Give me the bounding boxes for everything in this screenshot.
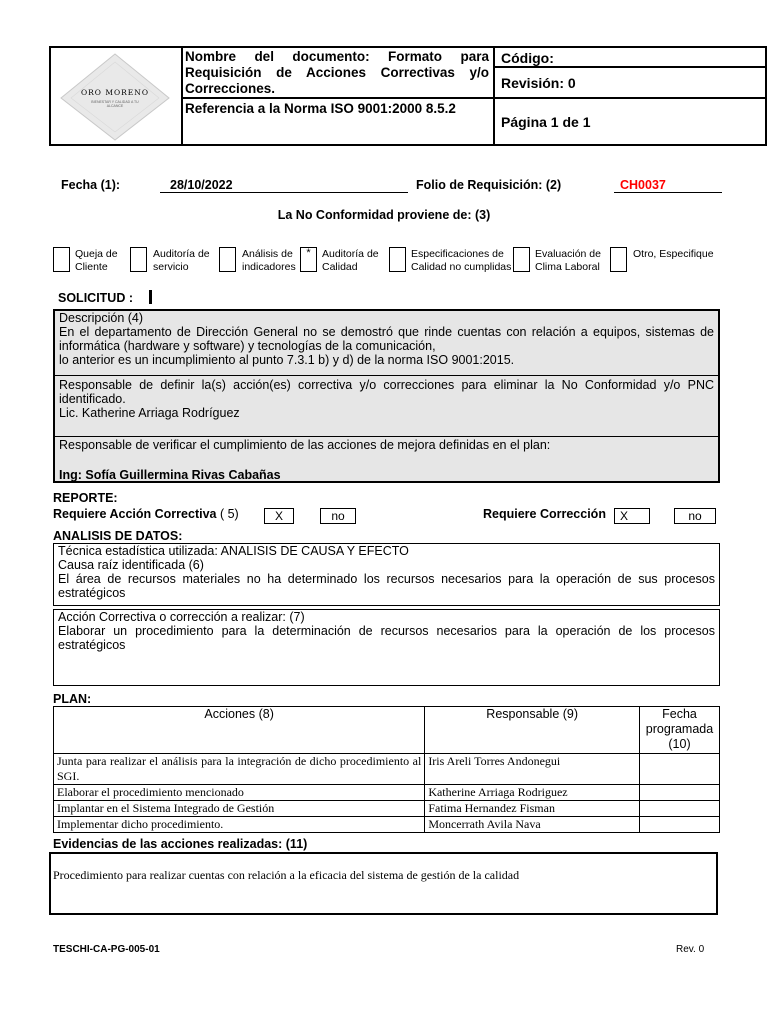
plan-header-responsable: Responsable (9): [425, 707, 640, 754]
table-row: [54, 817, 720, 833]
text-cursor: [149, 290, 152, 304]
plan-accion: Elaborar el procedimiento mencionado: [54, 785, 425, 801]
descripcion-section: [55, 311, 718, 367]
plan-fecha[interactable]: [640, 754, 720, 785]
origin-label: Auditoría de servicio: [153, 248, 210, 273]
analisis-box: [53, 543, 720, 606]
checkbox-auditoria-calidad[interactable]: *: [300, 247, 317, 272]
origin-title: La No Conformidad proviene de: (3): [277, 208, 491, 222]
document-name-line: Requisición de Acciones Correctivas y/o: [185, 65, 489, 80]
evidencias-text: Procedimiento para realizar cuentas con relación a la eficacia del sistema de gestión de la calidad: [53, 868, 520, 882]
fecha-value: 28/10/2022: [160, 178, 408, 193]
solicitud-title: SOLICITUD :: [58, 291, 133, 305]
origin-label: Auditoría de Calidad: [322, 248, 379, 273]
plan-responsable: Katherine Arriaga Rodriguez: [425, 785, 640, 801]
checkbox-queja[interactable]: [53, 247, 70, 272]
accion-line: Elaborar un procedimiento para la determinación de recursos necesarios para la operación de los procesos: [58, 624, 715, 638]
responsable-verificar-label: Responsable de verificar el cumplimiento de las acciones de mejora definidas en el plan:: [59, 438, 551, 452]
plan-fecha[interactable]: [640, 817, 720, 833]
origin-label: Otro, Especifique: [633, 248, 714, 260]
code-label: Código:: [495, 48, 765, 68]
checkbox-auditoria-servicio[interactable]: [130, 247, 147, 272]
descripcion-label: Descripción (4): [59, 311, 144, 325]
responsable-definir-line: Responsable de definir la(s) acción(es) correctiva y/o correcciones para eliminar la No Conformidad y/o PNC: [59, 378, 714, 392]
correccion-yes-box[interactable]: X: [614, 508, 650, 524]
responsable-verificar-name: Ing: Sofía Guillermina Rivas Cabañas: [59, 468, 281, 482]
plan-header-row: [54, 707, 720, 754]
accion-correctiva-no-box[interactable]: no: [320, 508, 356, 524]
plan-fecha[interactable]: [640, 785, 720, 801]
table-row: [54, 801, 720, 817]
plan-responsable: Moncerrath Avila Nava: [425, 817, 640, 833]
origin-label: Especificaciones de Calidad no cumplidas: [411, 248, 512, 273]
descripcion-line: lo anterior es un incumplimiento al punto 7.3.1 b) y d) de la norma ISO 9001:2015.: [59, 353, 515, 367]
causa-label: Causa raíz identificada (6): [58, 558, 204, 572]
responsable-definir-line: identificado.: [59, 392, 126, 406]
accion-correctiva-row: [53, 507, 239, 521]
logo-cell: [51, 48, 183, 144]
accion-correctiva-yes-box[interactable]: X: [264, 508, 294, 524]
descripcion-line: informática (hardware y software) y tecnologías de la comunicación,: [59, 339, 436, 353]
origin-label: Evaluación de Clima Laboral: [535, 248, 601, 273]
plan-responsable: Iris Areli Torres Andonegui: [425, 754, 640, 785]
revision-label: Revisión: 0: [495, 68, 765, 99]
accion-line: estratégicos: [58, 638, 126, 652]
document-name-cell: [181, 48, 495, 99]
fecha-label: Fecha (1):: [61, 178, 121, 192]
table-row: [54, 754, 720, 785]
evidencias-box: [49, 852, 718, 915]
plan-table: [53, 706, 720, 833]
footer-code: TESCHI-CA-PG-005-01: [53, 944, 160, 955]
responsable-verificar-section: [55, 438, 718, 482]
norm-reference: Referencia a la Norma ISO 9001:2000 8.5.2: [181, 99, 495, 144]
plan-title: PLAN:: [53, 692, 92, 706]
checkbox-analisis-indicadores[interactable]: [219, 247, 236, 272]
plan-header-acciones: Acciones (8): [54, 707, 425, 754]
accion-correctiva-num: ( 5): [219, 507, 239, 521]
accion-label: Acción Correctiva o corrección a realizar: (7): [58, 610, 305, 624]
solicitud-box: [53, 309, 720, 483]
plan-header-fecha: Fecha programada (10): [640, 707, 720, 754]
accion-box: [53, 609, 720, 686]
logo-subtext: BIENESTAR Y CALIDAD A TU ALCANCE: [91, 100, 139, 108]
footer-rev: Rev. 0: [676, 944, 705, 955]
folio-label: Folio de Requisición: (2): [416, 178, 562, 192]
correccion-no-box[interactable]: no: [674, 508, 716, 524]
plan-accion: Implementar dicho procedimiento.: [54, 817, 425, 833]
checkbox-otro[interactable]: [610, 247, 627, 272]
descripcion-line: En el departamento de Dirección General no se demostró que rinde cuentas con relación a equipos, sistemas de: [59, 325, 714, 339]
page-number: Página 1 de 1: [501, 114, 591, 130]
plan-fecha[interactable]: [640, 801, 720, 817]
causa-line: estratégicos: [58, 586, 126, 600]
document-name-line: Nombre del documento: Formato para: [185, 49, 489, 64]
checkbox-clima-laboral[interactable]: [513, 247, 530, 272]
accion-correctiva-label: Requiere Acción Correctiva: [53, 507, 217, 521]
document-name-line: Correcciones.: [185, 81, 276, 96]
table-row: [54, 785, 720, 801]
plan-accion: Junta para realizar el análisis para la integración de dicho procedimiento al SGI.: [54, 754, 425, 785]
evidencias-title: Evidencias de las acciones realizadas: (11): [53, 837, 308, 851]
tecnica-text: Técnica estadística utilizada: ANALISIS DE CAUSA Y EFECTO: [58, 544, 409, 558]
responsable-definir-name: Lic. Katherine Arriaga Rodríguez: [59, 406, 240, 420]
reporte-title: REPORTE:: [53, 491, 118, 505]
correccion-label: Requiere Corrección: [483, 507, 606, 521]
folio-value: CH0037: [614, 178, 722, 193]
origin-label: Análisis de indicadores: [242, 248, 296, 273]
plan-accion: Implantar en el Sistema Integrado de Gestión: [54, 801, 425, 817]
causa-line: El área de recursos materiales no ha determinado los recursos necesarios para la operación de sus procesos: [58, 572, 715, 586]
checkbox-especificaciones[interactable]: [389, 247, 406, 272]
logo-text: ORO MORENO: [81, 88, 149, 97]
plan-responsable: Fatima Hernandez Fisman: [425, 801, 640, 817]
origin-label: Queja de Cliente: [75, 248, 118, 273]
document-header: [49, 46, 767, 146]
responsable-definir-section: [55, 378, 718, 420]
analisis-title: ANALISIS DE DATOS:: [53, 529, 183, 543]
